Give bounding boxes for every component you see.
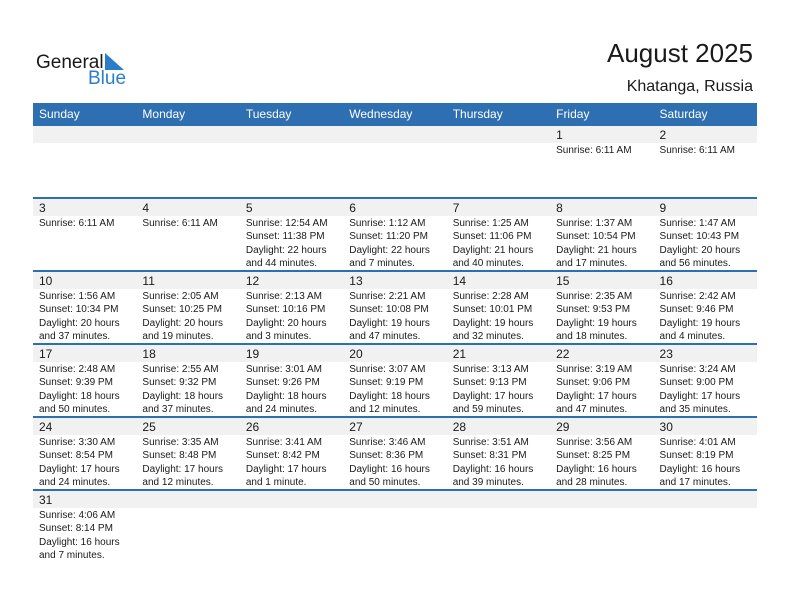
empty-day-cell	[136, 491, 239, 571]
sun-info-line: and 17 minutes.	[556, 258, 628, 270]
sun-info	[556, 363, 637, 417]
page-title: August 2025	[606, 38, 753, 68]
sun-info	[142, 363, 223, 417]
logo-blue-text: Blue	[88, 68, 127, 89]
week-row	[33, 272, 757, 345]
sun-info-line: Sunrise: 2:05 AM	[142, 291, 219, 302]
day-number-band	[550, 126, 653, 143]
sun-info	[556, 144, 631, 157]
sun-info	[660, 436, 741, 490]
sun-info-line: Sunset: 9:06 PM	[556, 377, 631, 389]
day-number: 20	[349, 347, 363, 361]
sun-info-line: Daylight: 18 hours	[349, 390, 430, 402]
sun-info-line: and 37 minutes.	[39, 331, 111, 343]
sun-info-line: Sunrise: 3:56 AM	[556, 437, 633, 448]
sun-info	[453, 436, 534, 490]
day-number: 8	[556, 201, 563, 215]
weeks-container	[33, 126, 757, 571]
sun-info-line: Sunrise: 3:51 AM	[452, 437, 529, 448]
sun-info-line: and 37 minutes.	[142, 404, 214, 416]
sun-info-line: and 56 minutes.	[659, 258, 731, 270]
sun-info-line: and 44 minutes.	[245, 258, 318, 270]
sun-info-line: Sunrise: 3:13 AM	[452, 364, 529, 375]
sun-info	[39, 436, 120, 490]
day-number-band	[343, 491, 446, 508]
day-number-band	[136, 491, 239, 508]
calendar-grid	[33, 103, 757, 571]
day-number-band	[240, 491, 343, 508]
sun-info-line: Sunset: 8:14 PM	[39, 523, 113, 535]
day-cell	[550, 126, 653, 197]
sun-info-line: Sunrise: 3:01 AM	[245, 364, 322, 375]
sun-info-line: and 18 minutes.	[556, 331, 628, 343]
sun-info-line: Daylight: 16 hours	[39, 536, 120, 548]
sun-info-line: and 39 minutes.	[452, 477, 524, 489]
sun-info	[660, 144, 735, 157]
sun-info-line: Daylight: 22 hours	[245, 244, 327, 256]
sun-info-line: and 24 minutes.	[245, 404, 318, 416]
day-cell	[550, 272, 653, 343]
sun-info	[556, 290, 637, 344]
sun-info-line: Sunset: 9:46 PM	[659, 304, 734, 316]
sun-info-line: Daylight: 17 hours	[245, 463, 327, 475]
day-number: 25	[142, 420, 156, 434]
day-cell	[240, 345, 343, 416]
day-cell	[654, 199, 757, 270]
sun-info	[349, 290, 430, 344]
sun-info-line: Sunset: 10:43 PM	[659, 231, 740, 243]
sun-info-line: and 50 minutes.	[39, 404, 111, 416]
sun-info-line: Sunset: 10:25 PM	[142, 304, 222, 316]
day-cell	[240, 418, 343, 489]
empty-day-cell	[33, 126, 136, 197]
day-number-band	[550, 491, 653, 508]
day-cell	[343, 418, 446, 489]
sun-info-line: Sunset: 8:54 PM	[39, 450, 113, 462]
sun-info-line: Sunrise: 2:35 AM	[556, 291, 633, 302]
day-number: 2	[659, 128, 667, 142]
sun-info-line: Sunset: 10:34 PM	[39, 304, 119, 316]
sun-info-line: Daylight: 19 hours	[659, 317, 741, 329]
week-row	[33, 345, 757, 418]
sun-info-line: Daylight: 17 hours	[142, 463, 224, 475]
sun-info-line: Sunset: 10:54 PM	[556, 231, 636, 243]
sun-info	[39, 509, 120, 563]
sun-info-line: and 47 minutes.	[556, 404, 628, 416]
weekday-monday: Monday	[142, 107, 186, 121]
sun-info-line: Daylight: 21 hours	[452, 244, 534, 256]
empty-day-cell	[136, 126, 239, 197]
sun-info-line: Sunrise: 1:25 AM	[452, 218, 529, 229]
sun-info-line: and 3 minutes.	[245, 331, 312, 343]
day-cell	[33, 199, 136, 270]
sun-info-line: Sunset: 8:48 PM	[142, 450, 217, 462]
sun-info	[142, 436, 223, 490]
sun-info	[660, 363, 741, 417]
sun-info-line: Sunset: 8:25 PM	[556, 450, 631, 462]
empty-day-cell	[447, 126, 550, 197]
sun-info-line: Sunset: 10:08 PM	[349, 304, 429, 316]
day-number-band	[240, 126, 343, 143]
week-row	[33, 491, 757, 571]
sun-info-line: Sunrise: 1:47 AM	[659, 218, 736, 229]
day-number: 31	[39, 493, 53, 507]
weekday-thursday: Thursday	[452, 107, 503, 121]
day-number: 11	[142, 274, 155, 288]
day-cell	[654, 272, 757, 343]
sun-info-line: Daylight: 16 hours	[556, 463, 637, 475]
day-number: 16	[659, 274, 673, 288]
sun-info	[556, 436, 637, 490]
day-number-band	[447, 126, 550, 143]
sun-info-line: Daylight: 20 hours	[142, 317, 224, 329]
sun-info-line: Sunset: 9:26 PM	[245, 377, 320, 389]
sun-info-line: Sunrise: 3:35 AM	[142, 437, 219, 448]
sun-info-line: Sunrise: 1:37 AM	[556, 218, 633, 229]
sun-info-line: and 28 minutes.	[556, 477, 628, 489]
sun-info-line: and 59 minutes.	[452, 404, 524, 416]
day-cell	[447, 199, 550, 270]
weekday-sunday: Sunday	[39, 107, 80, 121]
day-number-band	[33, 199, 136, 216]
sun-info-line: and 40 minutes.	[452, 258, 524, 270]
sun-info-line: Sunset: 9:13 PM	[452, 377, 527, 389]
sun-info-line: Sunset: 9:39 PM	[39, 377, 113, 389]
day-number: 5	[245, 201, 253, 215]
sun-info-line: and 35 minutes.	[659, 404, 731, 416]
day-cell	[136, 199, 239, 270]
day-number: 19	[245, 347, 260, 361]
day-number: 22	[556, 347, 570, 361]
day-number: 9	[659, 201, 667, 215]
sun-info-line: and 7 minutes.	[39, 550, 105, 562]
weekday-wednesday: Wednesday	[349, 107, 413, 121]
day-cell	[447, 272, 550, 343]
day-number: 1	[556, 128, 563, 142]
sun-info-line: Sunset: 9:53 PM	[556, 304, 631, 316]
empty-day-cell	[447, 491, 550, 571]
day-cell	[136, 418, 239, 489]
day-number: 7	[452, 201, 460, 215]
sun-info-line: Sunrise: 6:11 AM	[556, 145, 632, 156]
sun-info	[246, 217, 328, 271]
sun-info	[349, 217, 430, 271]
sun-info-line: Sunset: 11:20 PM	[349, 231, 429, 243]
sun-info-line: and 19 minutes.	[142, 331, 214, 343]
day-number-band	[654, 491, 757, 508]
sun-info	[39, 363, 120, 417]
empty-day-cell	[240, 126, 343, 197]
sun-info-line: Sunset: 8:19 PM	[659, 450, 734, 462]
day-number: 28	[452, 420, 467, 434]
day-number-band	[136, 199, 239, 216]
sun-info-line: Sunrise: 2:42 AM	[659, 291, 736, 302]
sun-info-line: Sunset: 10:01 PM	[452, 304, 533, 316]
weekday-friday: Friday	[556, 107, 590, 121]
sun-info	[39, 290, 120, 344]
day-number: 10	[39, 274, 53, 288]
sun-info-line: Sunset: 11:06 PM	[452, 231, 532, 243]
day-cell	[550, 199, 653, 270]
sun-info-line: Sunrise: 2:13 AM	[245, 291, 322, 302]
day-number: 29	[556, 420, 570, 434]
sun-info-line: Sunrise: 3:19 AM	[556, 364, 633, 375]
day-number-band	[447, 199, 550, 216]
day-number-band	[136, 126, 239, 143]
sun-info-line: Sunrise: 3:41 AM	[245, 437, 322, 448]
day-number: 23	[659, 347, 673, 361]
day-number: 3	[39, 201, 46, 215]
sun-info-line: Daylight: 20 hours	[39, 317, 120, 329]
day-number-band	[550, 199, 653, 216]
sun-info-line: Sunrise: 4:06 AM	[39, 510, 116, 521]
sun-info-line: Daylight: 16 hours	[452, 463, 534, 475]
sun-info-line: Daylight: 17 hours	[452, 390, 534, 402]
weekday-saturday: Saturday	[659, 107, 708, 121]
empty-day-cell	[654, 491, 757, 571]
sun-info-line: Daylight: 17 hours	[659, 390, 741, 402]
sun-info-line: and 12 minutes.	[142, 477, 214, 489]
day-number: 18	[142, 347, 156, 361]
location-subtitle: Khatanga, Russia	[626, 78, 753, 95]
sun-info-line: Sunset: 9:00 PM	[659, 377, 734, 389]
sun-info-line: Sunset: 11:38 PM	[245, 231, 325, 243]
sun-info-line: Daylight: 21 hours	[556, 244, 637, 256]
sun-info	[660, 290, 741, 344]
sun-info-line: Sunrise: 3:24 AM	[659, 364, 736, 375]
day-cell	[136, 272, 239, 343]
empty-day-cell	[343, 126, 446, 197]
day-cell	[240, 199, 343, 270]
day-number: 14	[452, 274, 467, 288]
sun-info	[556, 217, 637, 271]
sun-info-line: Sunset: 9:32 PM	[142, 377, 217, 389]
day-cell	[654, 418, 757, 489]
day-cell	[136, 345, 239, 416]
sun-info	[142, 217, 217, 230]
sun-info	[246, 363, 327, 417]
day-cell	[240, 272, 343, 343]
day-number-band	[654, 126, 757, 143]
day-number-band	[343, 199, 446, 216]
day-cell	[343, 345, 446, 416]
day-cell	[343, 199, 446, 270]
sun-info-line: and 7 minutes.	[349, 258, 415, 270]
day-number: 24	[39, 420, 53, 434]
sun-info-line: and 50 minutes.	[349, 477, 421, 489]
sun-info-line: Sunrise: 12:54 AM	[245, 218, 328, 229]
weekday-header	[33, 103, 757, 126]
sun-info-line: Daylight: 19 hours	[349, 317, 430, 329]
day-cell	[654, 126, 757, 197]
sun-info-line: Sunrise: 2:28 AM	[452, 291, 529, 302]
day-cell	[447, 418, 550, 489]
day-number-band	[654, 199, 757, 216]
day-number: 21	[452, 347, 467, 361]
day-number-band	[33, 126, 136, 143]
sun-info-line: Sunrise: 4:01 AM	[659, 437, 736, 448]
sun-info-line: Sunrise: 1:56 AM	[39, 291, 116, 302]
day-number: 30	[659, 420, 673, 434]
day-number: 4	[142, 201, 150, 215]
sun-info-line: and 4 minutes.	[659, 331, 726, 343]
sun-info	[660, 217, 741, 271]
day-cell	[550, 345, 653, 416]
weekday-tuesday: Tuesday	[245, 107, 292, 121]
sun-info	[453, 217, 534, 271]
empty-day-cell	[343, 491, 446, 571]
day-number: 27	[349, 420, 363, 434]
sun-info-line: Daylight: 19 hours	[452, 317, 534, 329]
sun-info-line: and 12 minutes.	[349, 404, 421, 416]
sun-info-line: Sunrise: 2:21 AM	[349, 291, 426, 302]
sun-info-line: Daylight: 17 hours	[556, 390, 637, 402]
day-cell	[654, 345, 757, 416]
sun-info-line: Daylight: 18 hours	[142, 390, 224, 402]
sun-info-line: and 32 minutes.	[452, 331, 524, 343]
sun-info	[39, 217, 114, 230]
empty-day-cell	[240, 491, 343, 571]
sun-info-line: Daylight: 16 hours	[349, 463, 430, 475]
sun-info	[453, 363, 534, 417]
day-cell	[33, 272, 136, 343]
week-row	[33, 418, 757, 491]
sun-info-line: Sunrise: 6:11 AM	[39, 218, 115, 229]
sun-info-line: Sunset: 10:16 PM	[245, 304, 326, 316]
day-cell	[550, 418, 653, 489]
sun-info-line: Daylight: 18 hours	[245, 390, 327, 402]
sun-info-line: Daylight: 17 hours	[39, 463, 120, 475]
day-number: 6	[349, 201, 356, 215]
day-number: 17	[39, 347, 53, 361]
sun-info-line: and 17 minutes.	[659, 477, 731, 489]
sun-info-line: and 24 minutes.	[39, 477, 111, 489]
sun-info-line: Sunset: 8:31 PM	[452, 450, 527, 462]
empty-day-cell	[550, 491, 653, 571]
day-number: 26	[245, 420, 260, 434]
sun-info	[246, 290, 327, 344]
sun-info-line: and 47 minutes.	[349, 331, 421, 343]
sun-info-line: Sunset: 8:42 PM	[245, 450, 320, 462]
day-number: 12	[245, 274, 260, 288]
sun-info-line: and 1 minute.	[245, 477, 307, 489]
day-number: 15	[556, 274, 570, 288]
day-number: 13	[349, 274, 363, 288]
day-number-band	[447, 491, 550, 508]
logo	[36, 52, 136, 92]
week-row	[33, 126, 757, 199]
sun-info-line: Daylight: 22 hours	[349, 244, 430, 256]
sun-info-line: Daylight: 20 hours	[659, 244, 741, 256]
sun-info	[142, 290, 223, 344]
sun-info	[453, 290, 534, 344]
sun-info-line: Daylight: 19 hours	[556, 317, 637, 329]
sun-info-line: Sunrise: 2:48 AM	[39, 364, 116, 375]
sun-info-line: Sunrise: 6:11 AM	[142, 218, 218, 229]
day-cell	[447, 345, 550, 416]
week-row	[33, 199, 757, 272]
sun-info-line: Sunrise: 3:46 AM	[349, 437, 426, 448]
day-cell	[33, 345, 136, 416]
sun-info	[349, 363, 430, 417]
sun-info-line: Daylight: 16 hours	[659, 463, 741, 475]
sun-info-line: Sunrise: 6:11 AM	[659, 145, 735, 156]
day-number-band	[343, 126, 446, 143]
day-cell	[33, 418, 136, 489]
logo-general-text: General	[36, 52, 104, 73]
sun-info-line: Daylight: 20 hours	[245, 317, 327, 329]
sun-info-line: Sunset: 9:19 PM	[349, 377, 424, 389]
sun-info-line: Daylight: 18 hours	[39, 390, 120, 402]
sun-info	[349, 436, 430, 490]
day-number-band	[240, 199, 343, 216]
sun-info-line: Sunrise: 3:07 AM	[349, 364, 426, 375]
sun-info-line: Sunrise: 3:30 AM	[39, 437, 116, 448]
sun-info-line: Sunrise: 2:55 AM	[142, 364, 219, 375]
day-cell	[343, 272, 446, 343]
day-cell	[33, 491, 136, 571]
sun-info-line: Sunset: 8:36 PM	[349, 450, 424, 462]
sun-info-line: Sunrise: 1:12 AM	[349, 218, 426, 229]
sun-info	[246, 436, 327, 490]
